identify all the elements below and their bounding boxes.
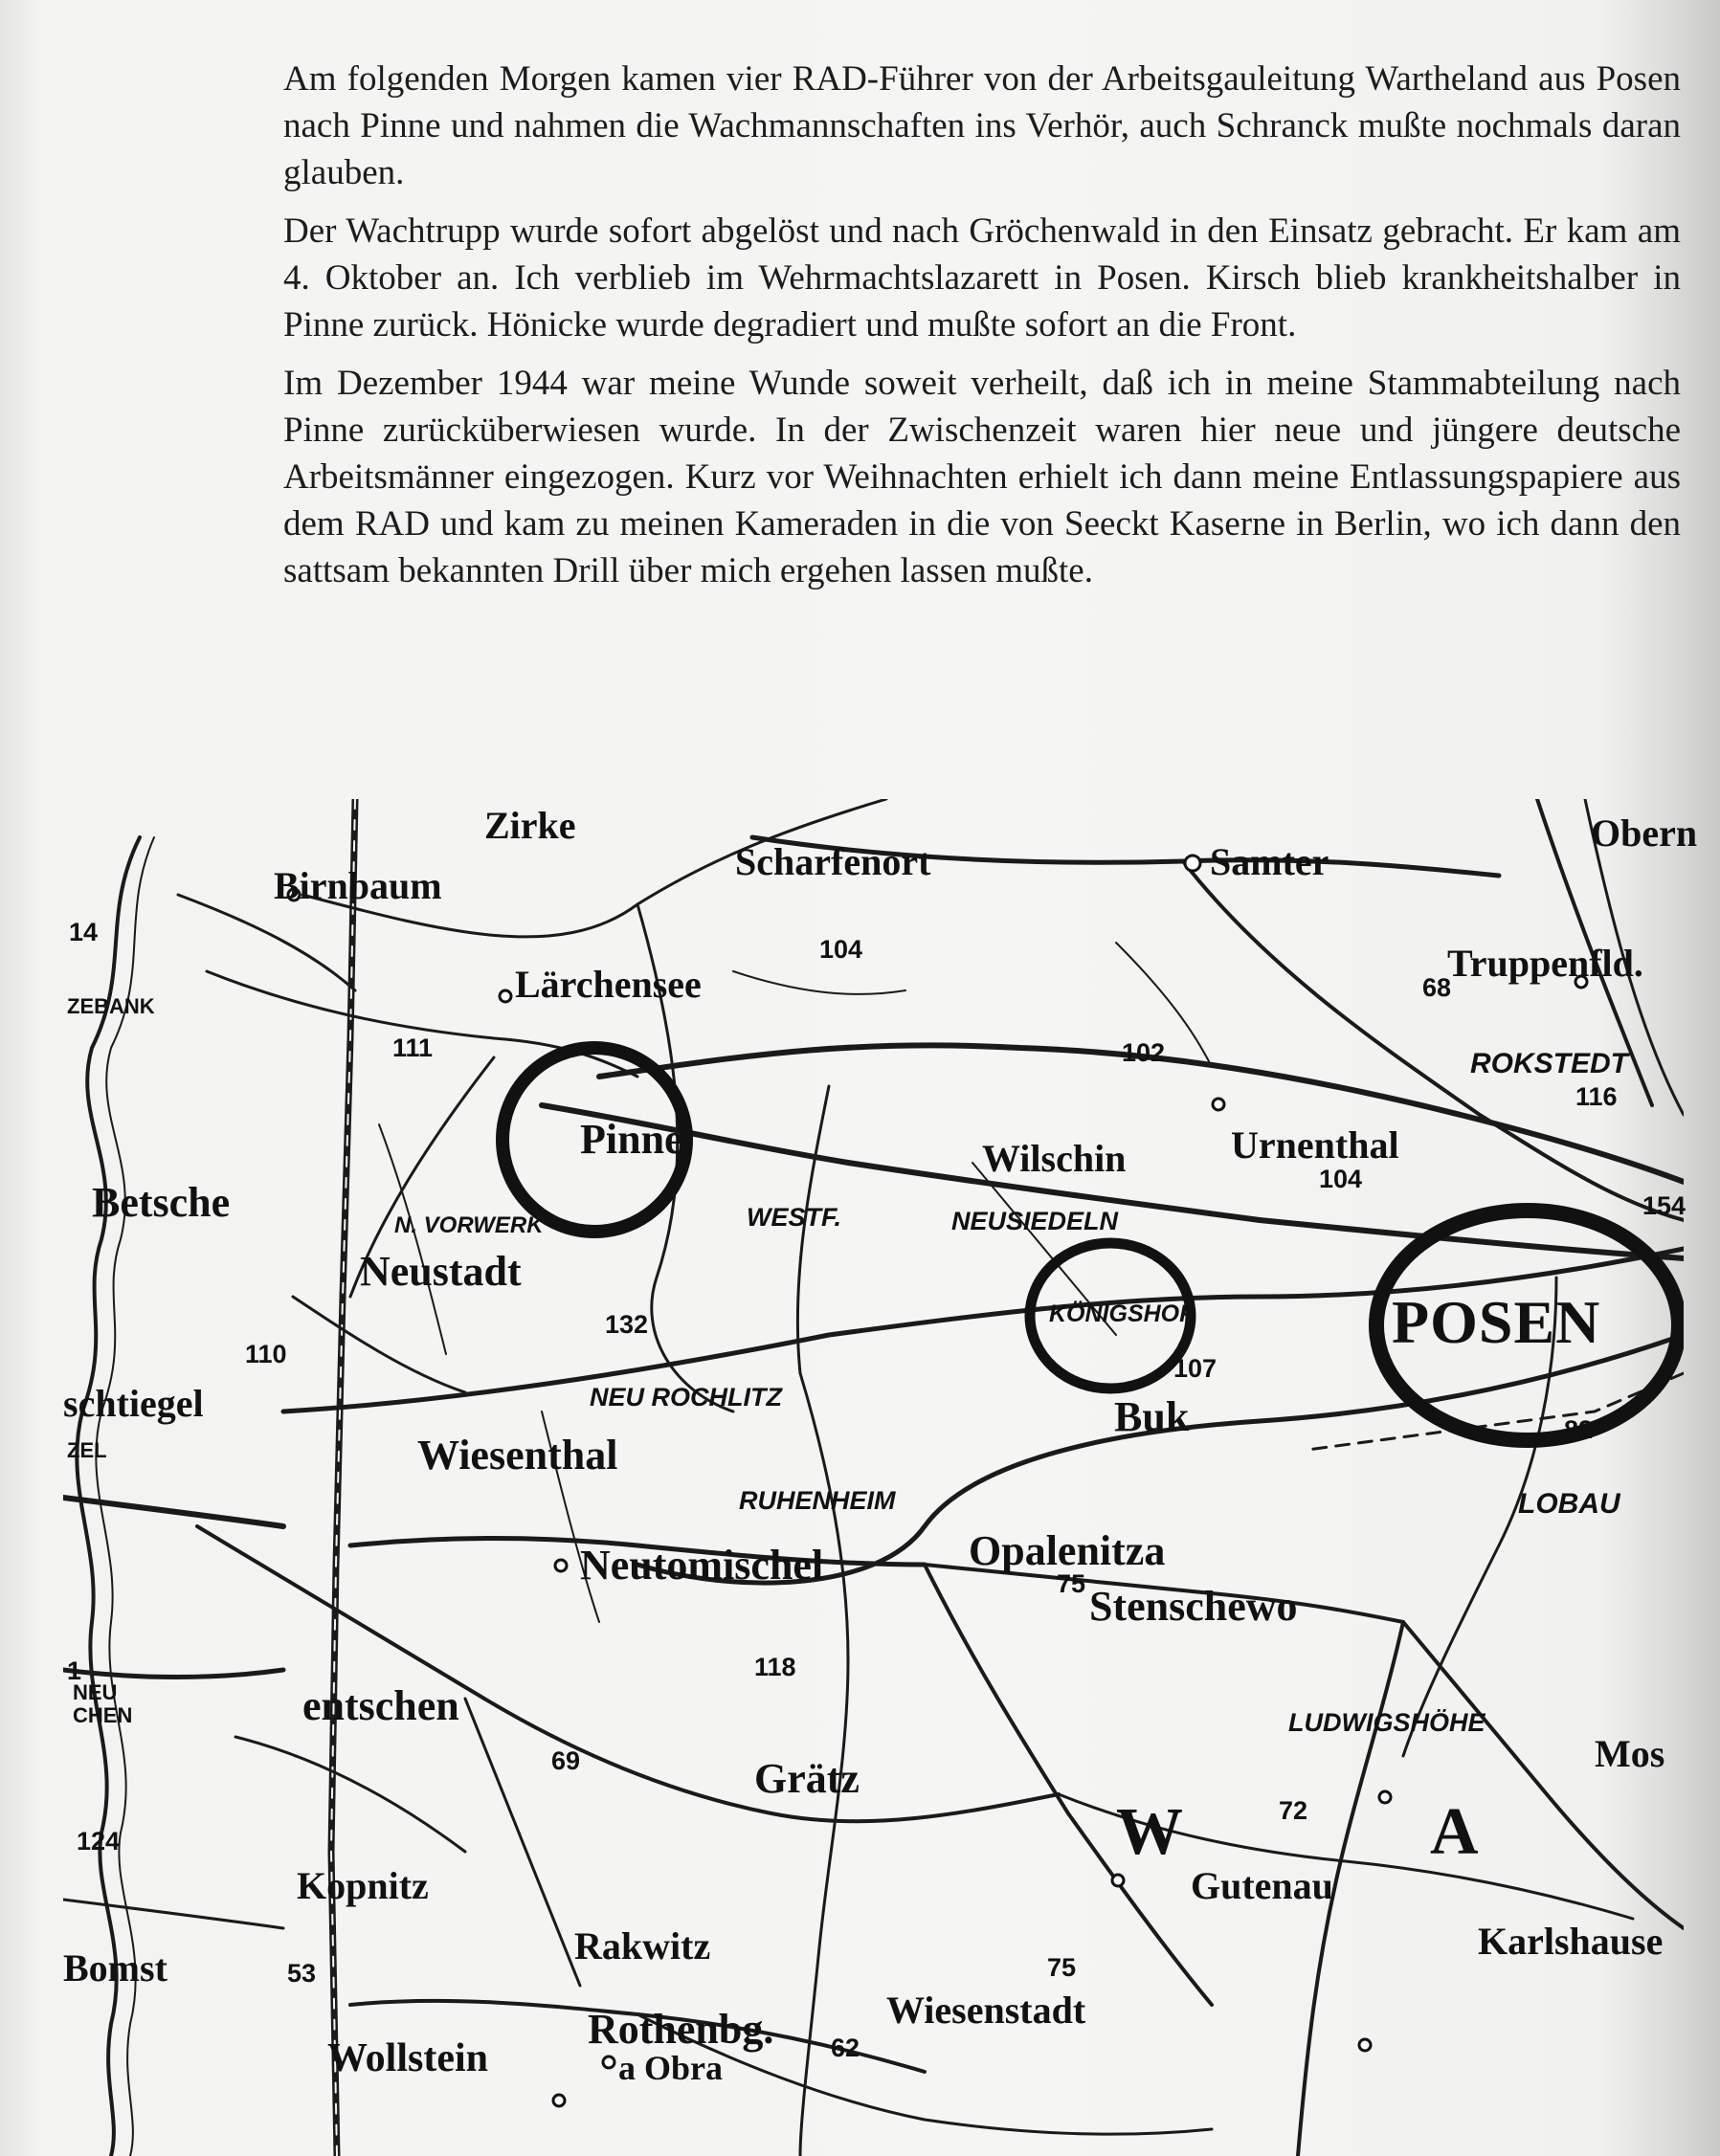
town-buk: Buk: [1114, 1393, 1190, 1440]
label-n-vorwerk: N. VORWERK: [394, 1212, 544, 1238]
road-number: 104: [1319, 1165, 1363, 1193]
paragraph-1: Am folgenden Morgen kamen vier RAD-Führer von der Arbeitsgauleitung Wartheland aus Posen nach Pinne und nahmen die Wachmannschaften ins Verhör, auch Schranck mußte nochmals daran glauben.: [283, 59, 1681, 192]
paragraph-3: Im Dezember 1944 war meine Wunde soweit verheilt, daß ich in meine Stammabteilung nach Pinne zurücküberwiesen wurde. In der Zwischenzeit waren hier neue und jüngere deutsche Arbeitsmänner eingezogen. Kurz vor Weihnachten erhielt ich dann meine Entlassungspapiere aus dem RAD und kam zu meinen Kameraden in die von Seeckt Kaserne in Berlin, wo ich dann den sattsam bekannten Drill über mich ergehen lassen mußte.: [283, 364, 1681, 590]
label-zebank: ZEBANK: [67, 994, 155, 1018]
road-number: 110: [245, 1340, 287, 1368]
label-westf: WESTF.: [747, 1203, 841, 1232]
road-number: 124: [77, 1827, 121, 1856]
road-number: 72: [1279, 1796, 1308, 1825]
road-number: 82: [1564, 1415, 1594, 1444]
road-number: 102: [1122, 1038, 1166, 1067]
label-ludwigshoehe: LUDWIGSHÖHE: [1288, 1708, 1485, 1737]
road-number: 107: [1173, 1354, 1217, 1383]
town-urnenthal: Urnenthal: [1231, 1123, 1399, 1167]
road-number: 116: [1575, 1082, 1618, 1111]
town-samter: Samter: [1210, 840, 1329, 883]
road-number: 1: [67, 1656, 82, 1685]
town-obra: a Obra: [618, 2049, 724, 2087]
town-karlshausen: Karlshause: [1478, 1920, 1664, 1963]
town-wiesenthal: Wiesenthal: [417, 1432, 618, 1478]
paragraph-2: Der Wachtrupp wurde sofort abgelöst und nach Gröchenwald in den Einsatz gebracht. Er kam am 4. Oktober an. Ich verblieb im Wehrmachtslazarett in Posen. Kirsch blieb krankheitshalber in Pinne zurück. Hönicke wurde degradiert und mußte sofort an die Front.: [283, 211, 1681, 345]
road-number: 104: [819, 935, 863, 964]
label-neusiedeln: NEUSIEDELN: [951, 1207, 1119, 1235]
town-posen: POSEN: [1392, 1288, 1601, 1356]
road-number: 53: [287, 1959, 317, 1988]
town-kopnitz: Kopnitz: [297, 1864, 429, 1907]
label-neuchen: NEU CHEN: [73, 1680, 133, 1727]
town-schtiegel: schtiegel: [63, 1382, 204, 1425]
label-ruhenheim: RUHENHEIM: [739, 1486, 896, 1515]
road-number: 111: [392, 1034, 434, 1062]
town-neustadt: Neustadt: [360, 1248, 522, 1295]
road-number: 75: [1047, 1953, 1077, 1982]
region-letter-w: W: [1116, 1795, 1183, 1869]
town-neutomischel: Neutomischel: [580, 1542, 824, 1589]
town-stenschewo: Stenschewo: [1089, 1583, 1298, 1630]
label-koenigshof: KÖNIGSHOF: [1049, 1300, 1195, 1327]
body-text: [283, 56, 1681, 606]
town-graetz: Grätz: [754, 1755, 860, 1802]
town-wollstein: Wollstein: [327, 2036, 489, 2080]
road-number: 154: [1642, 1191, 1686, 1220]
town-opalenitza: Opalenitza: [969, 1527, 1166, 1574]
town-truppenfld: Truppenfld.: [1447, 942, 1643, 985]
road-number: 14: [69, 918, 99, 946]
town-pinne: Pinne: [580, 1116, 683, 1163]
road-number: 62: [831, 2034, 860, 2062]
town-betsche: Betsche: [92, 1179, 231, 1226]
road-number: 69: [551, 1746, 581, 1775]
town-zirke: Zirke: [484, 804, 576, 847]
road-number: 75: [1057, 1569, 1086, 1598]
town-scharfenort: Scharfenort: [735, 840, 931, 883]
town-bentschen: entschen: [302, 1682, 459, 1729]
label-zel: ZEL: [67, 1438, 107, 1462]
region-letter-a: A: [1430, 1795, 1479, 1869]
town-mosch: Mos: [1595, 1732, 1665, 1775]
label-rokstedt: ROKSTEDT: [1470, 1048, 1628, 1079]
town-laerchensee: Lärchensee: [515, 963, 702, 1006]
label-neu-rochlitz: NEU ROCHLITZ: [590, 1383, 782, 1411]
town-obernik: Obern: [1591, 811, 1698, 855]
label-lobau: LOBAU: [1518, 1488, 1620, 1520]
town-gutenau: Gutenau: [1191, 1864, 1333, 1907]
town-rothenbg: Rothenbg.: [588, 2006, 774, 2053]
town-wilschin: Wilschin: [982, 1137, 1127, 1180]
road-number: 68: [1422, 973, 1452, 1002]
town-wiesenstadt: Wiesenstadt: [886, 1989, 1086, 2032]
town-birnbaum: Birnbaum: [274, 864, 442, 907]
road-number: 132: [605, 1310, 649, 1339]
road-number: 118: [754, 1653, 796, 1681]
town-rakwitz: Rakwitz: [574, 1924, 711, 1967]
historical-map: [63, 799, 1698, 2156]
town-bomst: Bomst: [63, 1946, 168, 1989]
